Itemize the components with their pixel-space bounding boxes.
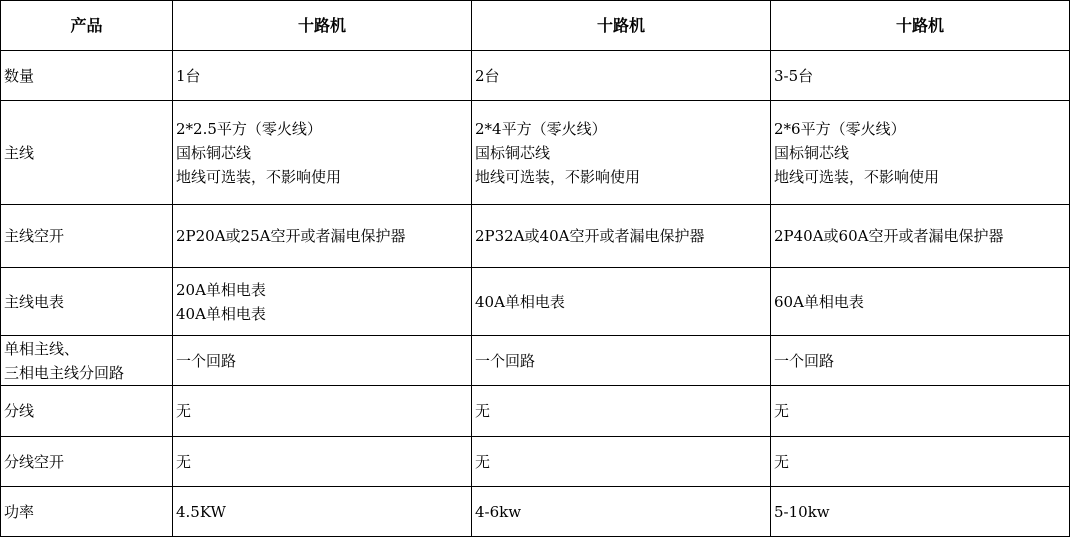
table-row-branch-line (1, 386, 1070, 437)
table-cell: 无 (771, 437, 1070, 487)
table-row-circuit (1, 336, 1070, 386)
header-row (1, 1, 1070, 51)
row-label: 主线空开 (1, 205, 173, 268)
table-cell: 2P32A或40A空开或者漏电保护器 (472, 205, 771, 268)
header-column-3: 十路机 (771, 1, 1070, 51)
row-label: 数量 (1, 51, 173, 101)
table-cell: 无 (771, 386, 1070, 437)
row-label: 分线 (1, 386, 173, 437)
header-product-label: 产品 (1, 1, 173, 51)
table-cell: 2*4平方（零火线） 国标铜芯线 地线可选装，不影响使用 (472, 101, 771, 205)
table-cell: 2*2.5平方（零火线） 国标铜芯线 地线可选装，不影响使用 (173, 101, 472, 205)
table-row-branch-breaker (1, 437, 1070, 487)
table-cell: 无 (173, 437, 472, 487)
table-cell: 一个回路 (472, 336, 771, 386)
table-cell: 2P20A或25A空开或者漏电保护器 (173, 205, 472, 268)
table-cell: 无 (472, 437, 771, 487)
table-cell: 60A单相电表 (771, 268, 1070, 336)
table-row-main-meter (1, 268, 1070, 336)
table-cell: 4-6kw (472, 487, 771, 537)
table-row-main-line (1, 101, 1070, 205)
table-cell: 无 (472, 386, 771, 437)
table-cell: 5-10kw (771, 487, 1070, 537)
table-cell: 3-5台 (771, 51, 1070, 101)
table-row-quantity (1, 51, 1070, 101)
table-cell: 20A单相电表 40A单相电表 (173, 268, 472, 336)
row-label: 功率 (1, 487, 173, 537)
table-cell: 2*6平方（零火线） 国标铜芯线 地线可选装，不影响使用 (771, 101, 1070, 205)
header-column-1: 十路机 (173, 1, 472, 51)
table-cell: 2台 (472, 51, 771, 101)
table-cell: 4.5KW (173, 487, 472, 537)
table-cell: 2P40A或60A空开或者漏电保护器 (771, 205, 1070, 268)
table-cell: 1台 (173, 51, 472, 101)
table-row-main-breaker (1, 205, 1070, 268)
row-label: 主线 (1, 101, 173, 205)
table-cell: 一个回路 (771, 336, 1070, 386)
row-label: 单相主线、 三相电主线分回路 (1, 336, 173, 386)
table-cell: 40A单相电表 (472, 268, 771, 336)
table-row-power (1, 487, 1070, 537)
table-cell: 无 (173, 386, 472, 437)
row-label: 主线电表 (1, 268, 173, 336)
table-cell: 一个回路 (173, 336, 472, 386)
row-label: 分线空开 (1, 437, 173, 487)
header-column-2: 十路机 (472, 1, 771, 51)
